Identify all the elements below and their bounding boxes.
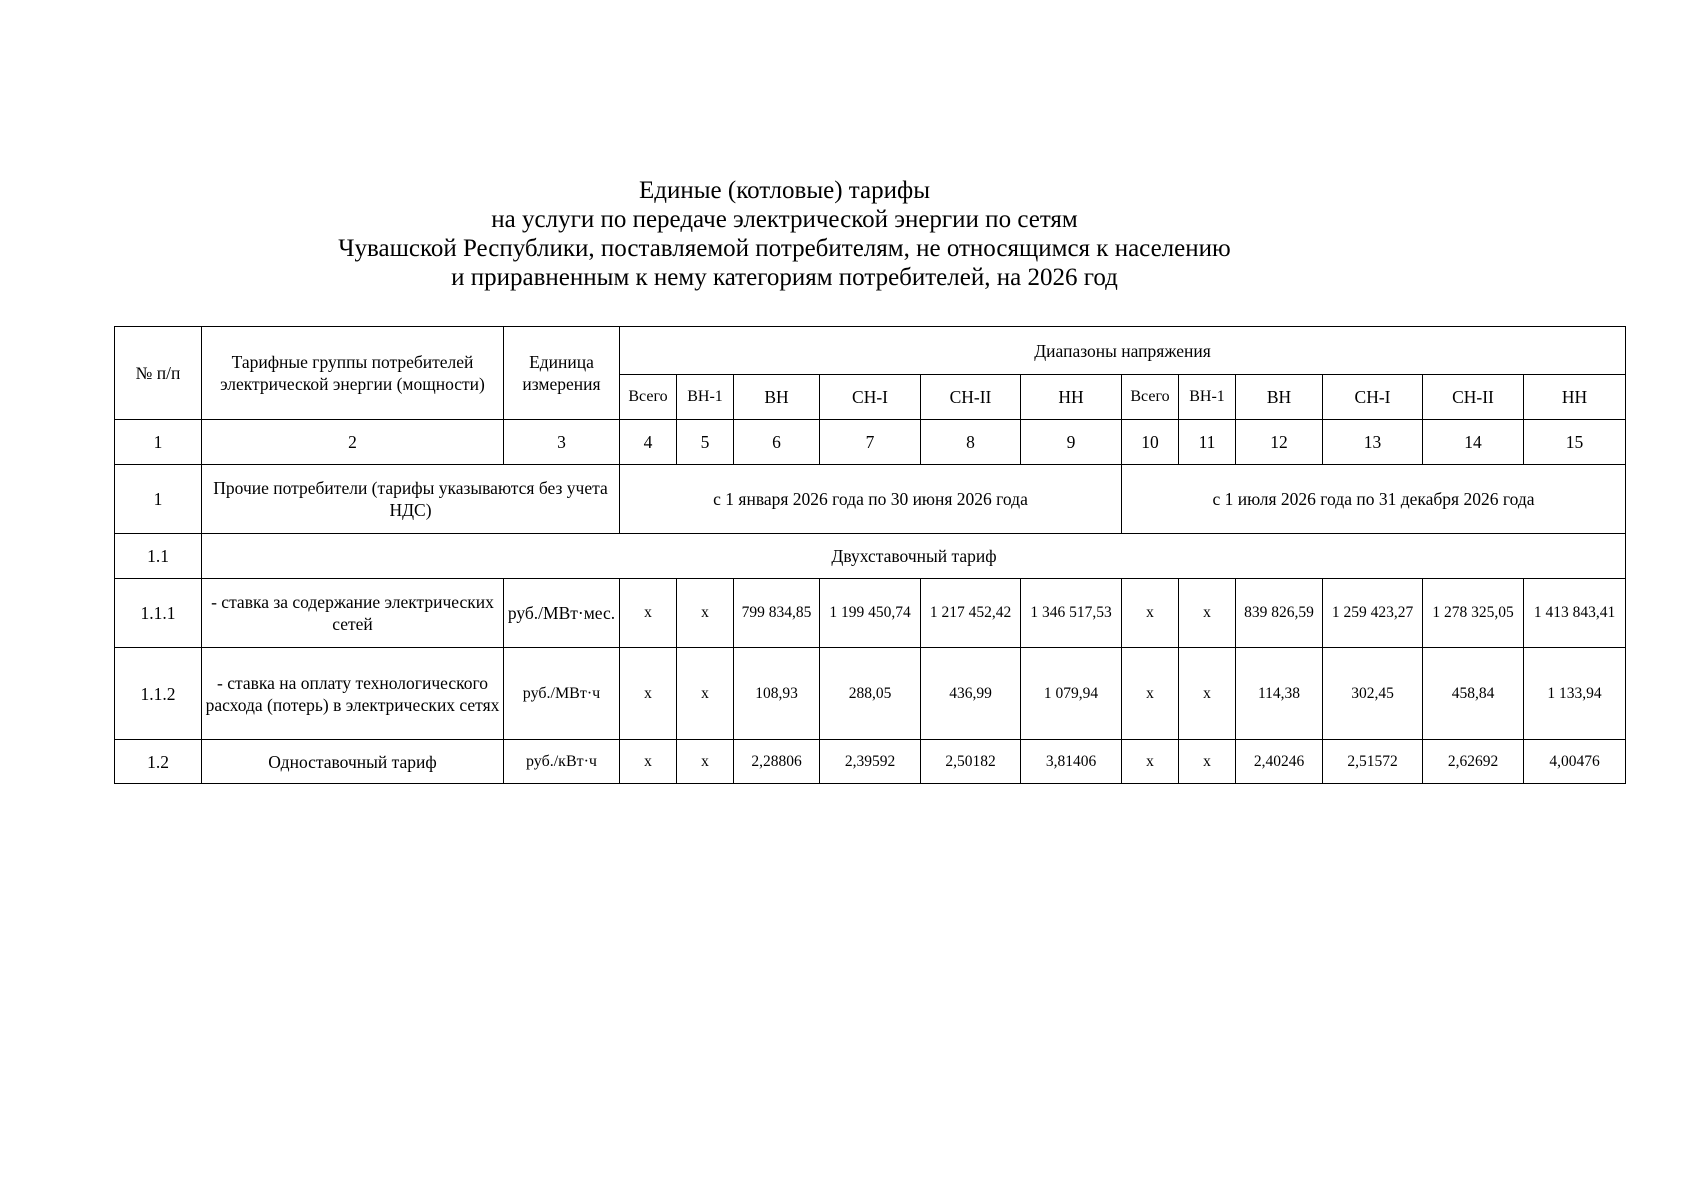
column-numbers-row <box>115 420 1626 465</box>
subcol-header: Всего <box>1122 375 1179 420</box>
column-number: 13 <box>1323 420 1423 465</box>
subcol-header: ВН-1 <box>677 375 734 420</box>
column-number: 5 <box>677 420 734 465</box>
value-cell: 2,50182 <box>921 740 1021 784</box>
value-cell: 288,05 <box>820 648 921 740</box>
header-num: № п/п <box>115 327 202 420</box>
value-cell: х <box>677 579 734 648</box>
row-unit: руб./кВт·ч <box>504 740 620 784</box>
row-unit: руб./МВт·ч <box>504 648 620 740</box>
value-cell: 302,45 <box>1323 648 1423 740</box>
column-number: 9 <box>1021 420 1122 465</box>
column-number: 7 <box>820 420 921 465</box>
document-title <box>0 176 1569 292</box>
column-number: 6 <box>734 420 820 465</box>
row-label: - ставка за содержание электрических сетей <box>202 579 504 648</box>
subcol-header: ВН <box>1236 375 1323 420</box>
value-cell: х <box>1122 740 1179 784</box>
value-cell: 2,51572 <box>1323 740 1423 784</box>
row-num: 1.1.2 <box>115 648 202 740</box>
value-cell: 3,81406 <box>1021 740 1122 784</box>
title-line-4: и приравненным к нему категориям потребителей, на 2026 год <box>451 264 1118 291</box>
value-cell: 108,93 <box>734 648 820 740</box>
row-num: 1.1.1 <box>115 579 202 648</box>
row-label: - ставка на оплату технологического расхода (потерь) в электрических сетях <box>202 648 504 740</box>
column-number: 4 <box>620 420 677 465</box>
value-cell: 1 278 325,05 <box>1423 579 1524 648</box>
column-number: 2 <box>202 420 504 465</box>
title-line-3: Чувашской Республики, поставляемой потребителям, не относящимся к населению <box>338 235 1231 262</box>
column-number: 11 <box>1179 420 1236 465</box>
column-number: 1 <box>115 420 202 465</box>
header-groups: Тарифные группы потребителей электрической энергии (мощности) <box>202 327 504 420</box>
title-line-1: Единые (котловые) тарифы <box>638 177 930 204</box>
title-line-2: на услуги по передаче электрической энергии по сетям <box>491 206 1078 233</box>
two-rate-num: 1.1 <box>115 534 202 579</box>
table-row <box>115 740 1626 784</box>
value-cell: 4,00476 <box>1524 740 1626 784</box>
table-row <box>115 579 1626 648</box>
value-cell: х <box>1122 579 1179 648</box>
value-cell: 1 133,94 <box>1524 648 1626 740</box>
section-label: Прочие потребители (тарифы указываются без учета НДС) <box>202 465 620 534</box>
value-cell: 2,39592 <box>820 740 921 784</box>
row-unit: руб./МВт·мес. <box>504 579 620 648</box>
two-rate-row <box>115 534 1626 579</box>
value-cell: 799 834,85 <box>734 579 820 648</box>
value-cell: х <box>677 648 734 740</box>
column-number: 8 <box>921 420 1021 465</box>
header-row <box>115 327 1626 375</box>
table-row <box>115 648 1626 740</box>
two-rate-label: Двухставочный тариф <box>202 534 1626 579</box>
subcol-header: ВН <box>734 375 820 420</box>
subcol-header: НН <box>1524 375 1626 420</box>
value-cell: 839 826,59 <box>1236 579 1323 648</box>
subcol-header: СН-I <box>1323 375 1423 420</box>
value-cell: 2,40246 <box>1236 740 1323 784</box>
value-cell: х <box>620 648 677 740</box>
column-number: 15 <box>1524 420 1626 465</box>
subcol-header: ВН-1 <box>1179 375 1236 420</box>
value-cell: 1 079,94 <box>1021 648 1122 740</box>
value-cell: 1 199 450,74 <box>820 579 921 648</box>
value-cell: 114,38 <box>1236 648 1323 740</box>
subcol-header: НН <box>1021 375 1122 420</box>
value-cell: х <box>1179 740 1236 784</box>
value-cell: х <box>677 740 734 784</box>
period-first-half: с 1 января 2026 года по 30 июня 2026 года <box>620 465 1122 534</box>
column-number: 3 <box>504 420 620 465</box>
header-unit: Единица измерения <box>504 327 620 420</box>
header-voltage-ranges: Диапазоны напряжения <box>620 327 1626 375</box>
row-label: Одноставочный тариф <box>202 740 504 784</box>
value-cell: х <box>1179 579 1236 648</box>
row-num: 1.2 <box>115 740 202 784</box>
subcol-header: СН-I <box>820 375 921 420</box>
value-cell: 1 346 517,53 <box>1021 579 1122 648</box>
section-num: 1 <box>115 465 202 534</box>
value-cell: х <box>1179 648 1236 740</box>
value-cell: 1 259 423,27 <box>1323 579 1423 648</box>
value-cell: 2,28806 <box>734 740 820 784</box>
subcol-header: СН-II <box>1423 375 1524 420</box>
value-cell: х <box>1122 648 1179 740</box>
value-cell: 436,99 <box>921 648 1021 740</box>
section-row <box>115 465 1626 534</box>
tariff-table <box>114 326 1626 784</box>
value-cell: 1 217 452,42 <box>921 579 1021 648</box>
subcol-header: Всего <box>620 375 677 420</box>
value-cell: 2,62692 <box>1423 740 1524 784</box>
value-cell: 458,84 <box>1423 648 1524 740</box>
value-cell: х <box>620 740 677 784</box>
column-number: 12 <box>1236 420 1323 465</box>
value-cell: 1 413 843,41 <box>1524 579 1626 648</box>
period-second-half: с 1 июля 2026 года по 31 декабря 2026 года <box>1122 465 1626 534</box>
column-number: 14 <box>1423 420 1524 465</box>
column-number: 10 <box>1122 420 1179 465</box>
value-cell: х <box>620 579 677 648</box>
subcol-header: СН-II <box>921 375 1021 420</box>
